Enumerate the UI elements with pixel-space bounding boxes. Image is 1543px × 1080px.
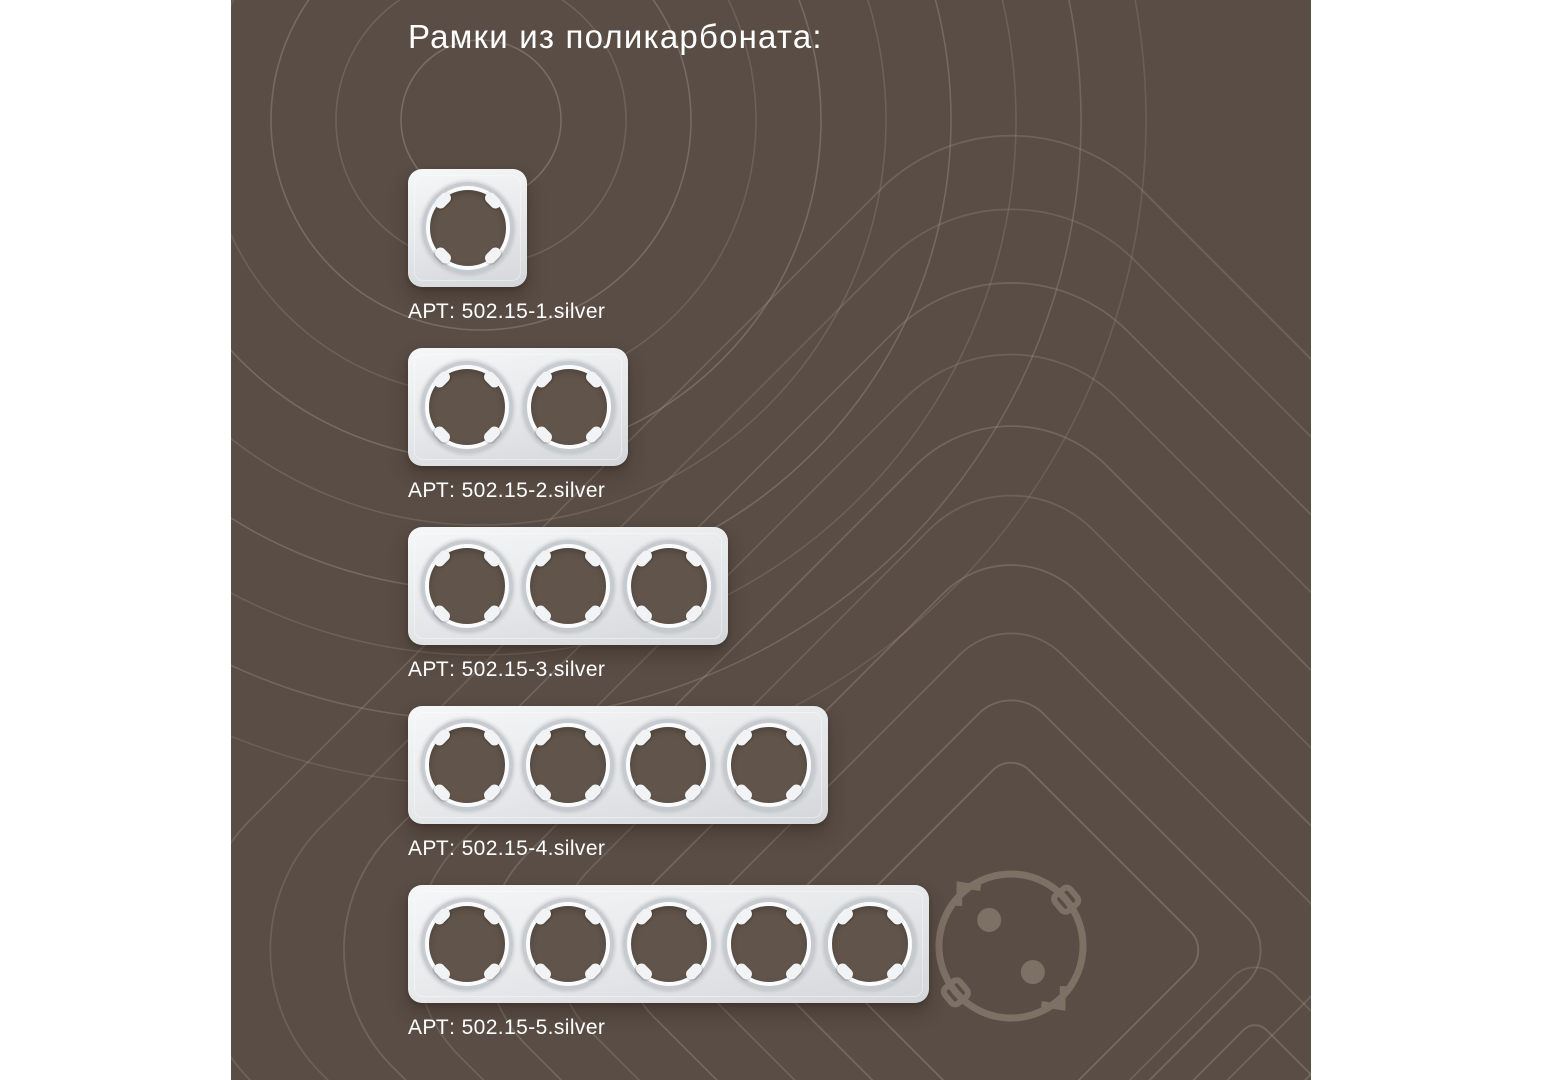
hole-notch: [633, 906, 654, 927]
frame-hole: [425, 902, 509, 986]
product-art-label: АРТ: 502.15-3.silver: [408, 658, 606, 681]
hole-notch: [633, 961, 654, 982]
hole-notch: [683, 782, 704, 803]
hole-notch: [734, 961, 755, 982]
hole-notch: [482, 190, 503, 211]
frame-hole: [425, 544, 509, 628]
hole-notch: [582, 727, 603, 748]
hole-notch: [684, 603, 705, 624]
frame-hole: [626, 723, 710, 807]
page-title: Рамки из поликарбоната:: [408, 18, 823, 55]
hole-notch: [584, 369, 605, 390]
hole-notch: [582, 906, 603, 927]
frame-photo-4-gang: [408, 706, 828, 824]
hole-notch: [482, 245, 503, 266]
hole-notch: [734, 727, 755, 748]
socket-pin-hole: [1016, 955, 1050, 989]
frame-photo-1-gang: [408, 169, 527, 287]
frame-hole: [425, 365, 509, 449]
hole-notch: [432, 961, 453, 982]
hole-notch: [634, 603, 655, 624]
hole-notch: [633, 727, 654, 748]
hole-notch: [482, 727, 503, 748]
hole-notch: [482, 369, 503, 390]
hole-notch: [482, 906, 503, 927]
product-frame-4-gang: [408, 706, 828, 860]
frame-hole: [828, 902, 912, 986]
frame-hole: [425, 723, 509, 807]
hole-notch: [683, 727, 704, 748]
hole-notch: [784, 906, 805, 927]
frame-holes: [408, 706, 828, 824]
hole-notch: [885, 961, 906, 982]
frame-hole: [727, 902, 811, 986]
hole-notch: [734, 906, 755, 927]
frame-holes: [408, 885, 929, 1003]
catalog-panel: [231, 0, 1311, 1080]
hole-notch: [432, 369, 453, 390]
hole-notch: [432, 782, 453, 803]
hole-notch: [534, 424, 555, 445]
hole-notch: [432, 548, 453, 569]
frame-holes: [408, 169, 527, 287]
hole-notch: [633, 782, 654, 803]
hole-notch: [634, 548, 655, 569]
frame-hole: [526, 723, 610, 807]
hole-notch: [584, 424, 605, 445]
socket-pin-hole: [972, 903, 1006, 937]
frame-hole: [727, 723, 811, 807]
hole-notch: [683, 906, 704, 927]
product-art-label: АРТ: 502.15-5.silver: [408, 1016, 606, 1039]
hole-notch: [784, 782, 805, 803]
hole-notch: [683, 961, 704, 982]
socket-outline-icon: [897, 832, 1125, 1060]
hole-notch: [582, 961, 603, 982]
hole-notch: [432, 603, 453, 624]
hole-notch: [482, 424, 503, 445]
frame-photo-3-gang: [408, 527, 728, 645]
hole-notch: [482, 961, 503, 982]
hole-notch: [482, 782, 503, 803]
hole-notch: [533, 603, 554, 624]
hole-notch: [532, 782, 553, 803]
hole-notch: [482, 603, 503, 624]
hole-notch: [582, 782, 603, 803]
frame-hole: [527, 365, 611, 449]
hole-notch: [482, 548, 503, 569]
hole-notch: [784, 961, 805, 982]
hole-notch: [534, 369, 555, 390]
hole-notch: [532, 727, 553, 748]
product-frame-1-gang: [408, 169, 606, 323]
hole-notch: [835, 906, 856, 927]
hole-notch: [835, 961, 856, 982]
hole-notch: [432, 245, 453, 266]
hole-notch: [734, 782, 755, 803]
contour-lines-topleft: [231, 0, 1146, 785]
hole-notch: [533, 548, 554, 569]
product-frame-2-gang: [408, 348, 628, 502]
product-frame-3-gang: [408, 527, 728, 681]
hole-notch: [583, 603, 604, 624]
hole-notch: [532, 906, 553, 927]
frame-photo-5-gang: [408, 885, 929, 1003]
hole-notch: [532, 961, 553, 982]
hole-notch: [432, 727, 453, 748]
frame-holes: [408, 348, 628, 466]
hole-notch: [432, 190, 453, 211]
diamond-outline-small: [1050, 955, 1311, 1080]
frame-hole: [526, 902, 610, 986]
product-art-label: АРТ: 502.15-1.silver: [408, 300, 606, 323]
frame-hole: [426, 186, 510, 270]
frame-hole: [627, 902, 711, 986]
hole-notch: [432, 424, 453, 445]
hole-notch: [583, 548, 604, 569]
hole-notch: [432, 906, 453, 927]
frame-hole: [627, 544, 711, 628]
product-art-label: АРТ: 502.15-4.silver: [408, 837, 606, 860]
frame-holes: [408, 527, 728, 645]
hole-notch: [784, 727, 805, 748]
hole-notch: [684, 548, 705, 569]
product-art-label: АРТ: 502.15-2.silver: [408, 479, 606, 502]
frame-hole: [526, 544, 610, 628]
product-frame-5-gang: [408, 885, 929, 1039]
frame-photo-2-gang: [408, 348, 628, 466]
hole-notch: [885, 906, 906, 927]
